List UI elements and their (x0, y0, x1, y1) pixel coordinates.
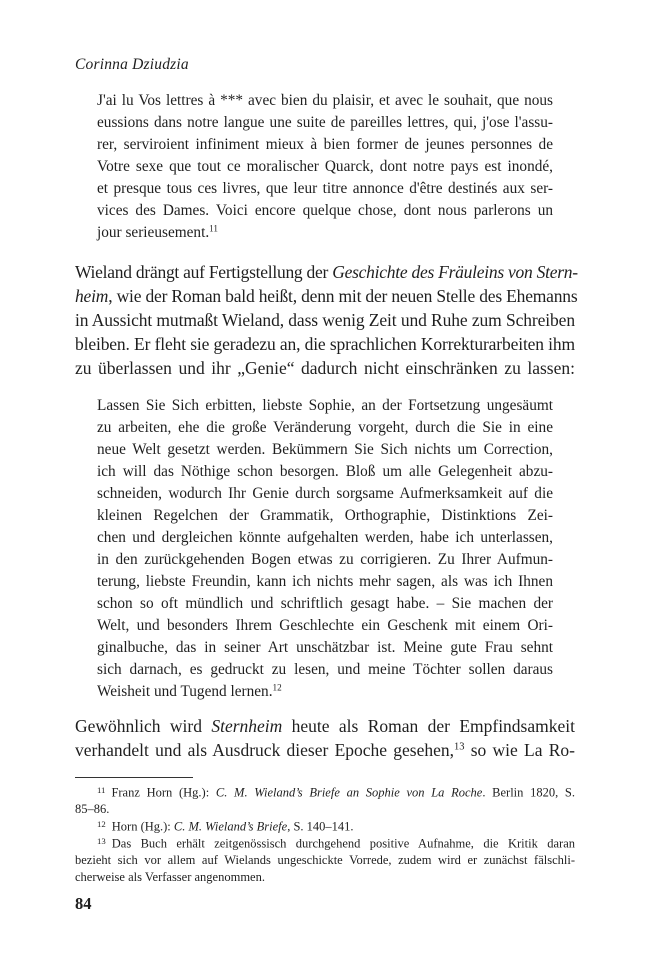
quote-line: rer, serviroient infiniment mieux à bien former de jeunes personnes de (97, 136, 553, 153)
body-text: heute als Roman der Empfindsamkeit (282, 716, 575, 736)
quote-line: ich will das Nöthige schon besorgen. Bloß um alle Gelegenheit abzu- (97, 463, 553, 480)
quote-line-last (97, 224, 218, 242)
body-text: Wieland drängt auf Fertigstellung der (75, 262, 333, 282)
footnote-12 (97, 819, 354, 835)
book-title: Sternheim (211, 716, 283, 736)
footnote-text: . Berlin 1820, S. (482, 785, 575, 800)
quote-line: schon so oft mündlich und schriftlich gesagt habe. – Sie machen der (97, 595, 553, 612)
page-number: 84 (75, 894, 92, 913)
quote-line: neue Welt gesetzt werden. Bekümmern Sie Sich nichts um Correction, (97, 441, 553, 458)
footnote-text: Das Buch erhält zeitgenössisch durchgehend positive Aufnahme, die Kritik daran (111, 836, 575, 851)
footnote-13-cont: cherweise als Verfasser angenommen. (75, 870, 265, 884)
footnote-title: C. M. Wieland’s Briefe (173, 819, 288, 834)
quote-line: eussions dans notre langue une suite de pareilles lettres, qui, j'ose l'assu- (97, 114, 553, 131)
footnote-13 (97, 836, 575, 852)
quote-line: chen und dergleichen könnte aufgehalten werden, habe ich unterlassen, (97, 529, 553, 546)
footnote-13-cont: bezieht sich vor allem auf Wielands ungeschickte Vorrede, zudem wird er zunächst fälschli- (75, 853, 575, 867)
book-title: Geschichte des Fräuleins von Stern- (332, 262, 578, 282)
quote-line: J'ai lu Vos lettres à *** avec bien du plaisir, et avec le souhait, que nous (97, 92, 553, 109)
footnote-text: , S. 140–141. (287, 819, 354, 834)
footnote-ref: 11 (209, 223, 218, 234)
body-line (75, 740, 575, 761)
quote-line: vices des Dames. Voici encore quelque chose, dont nous parlerons un (97, 202, 553, 219)
running-head: Corinna Dziudzia (75, 56, 189, 73)
body-line (75, 716, 575, 737)
quote-line-last (97, 683, 282, 701)
footnote-text: Horn (Hg.): (111, 819, 174, 834)
quote-line: Lassen Sie Sich erbitten, liebste Sophie, an der Fortsetzung ungesäumt (97, 397, 553, 414)
quote-line: kleinen Regelchen der Grammatik, Orthographie, Distinktions Zei- (97, 507, 553, 524)
footnote-number: 11 (97, 785, 106, 795)
footnote-text: Franz Horn (Hg.): (111, 785, 216, 800)
quote-line: et presque tous ces livres, que leur titre annonce d'être destinés aux ser- (97, 180, 553, 197)
footnote-ref: 13 (454, 741, 465, 753)
body-text: verhandelt und als Ausdruck dieser Epoche gesehen, (75, 740, 455, 760)
book-title: heim (75, 286, 109, 306)
footnote-number: 12 (97, 819, 106, 829)
footnote-11-cont: 85–86. (75, 802, 110, 816)
quote-line: schneiden, wodurch Ihr Genie durch sorgsame Aufmerksamkeit auf die (97, 485, 553, 502)
body-line (75, 262, 578, 283)
quote-line: Votre sexe que tout ce moralischer Quarck, dont notre pays est inondé, (97, 158, 553, 175)
body-text: Gewöhnlich wird (75, 716, 212, 736)
quote-line: zu arbeiten, ehe die große Veränderung vorgeht, durch die Sie in eine (97, 419, 553, 436)
body-line: zu überlassen und ihr „Genie“ dadurch nicht einschränken zu lassen: (75, 358, 575, 378)
body-line: in Aussicht mutmaßt Wieland, dass wenig Zeit und Ruhe zum Schreiben (75, 310, 575, 330)
footnote-number: 13 (97, 836, 106, 846)
quote-line: Welt, und besonders Ihrem Geschlechte ein Geschenk mit einem Ori- (97, 617, 553, 634)
quote-text: Weisheit und Tugend lernen. (97, 683, 273, 700)
body-line: bleiben. Er fleht sie geradezu an, die sprachlichen Korrekturarbeiten ihm (75, 334, 575, 354)
quote-line: ginalbuche, das in seiner Art unschätzbar ist. Meine gute Frau sehnt (97, 639, 553, 656)
quote-line: sich darnach, es gedruckt zu lesen, und meine Töchter sollen daraus (97, 661, 553, 678)
quote-text: jour serieusement. (97, 224, 210, 241)
body-text: so wie La Ro- (464, 740, 575, 760)
quote-line: in den zurückgehenden Bogen etwas zu corrigieren. Zu Ihrer Aufmun- (97, 551, 553, 568)
body-text: , wie der Roman bald heißt, denn mit der neuen Stelle des Ehemanns (108, 286, 578, 306)
body-line (75, 286, 578, 307)
footnote-ref: 12 (272, 682, 282, 693)
footnote-separator (75, 777, 193, 778)
footnote-11 (97, 785, 575, 801)
footnote-title: C. M. Wieland’s Briefe an Sophie von La Roche (215, 785, 483, 800)
quote-line: terung, liebste Freundin, kann ich nichts mehr sagen, als was ich Ihnen (97, 573, 553, 590)
